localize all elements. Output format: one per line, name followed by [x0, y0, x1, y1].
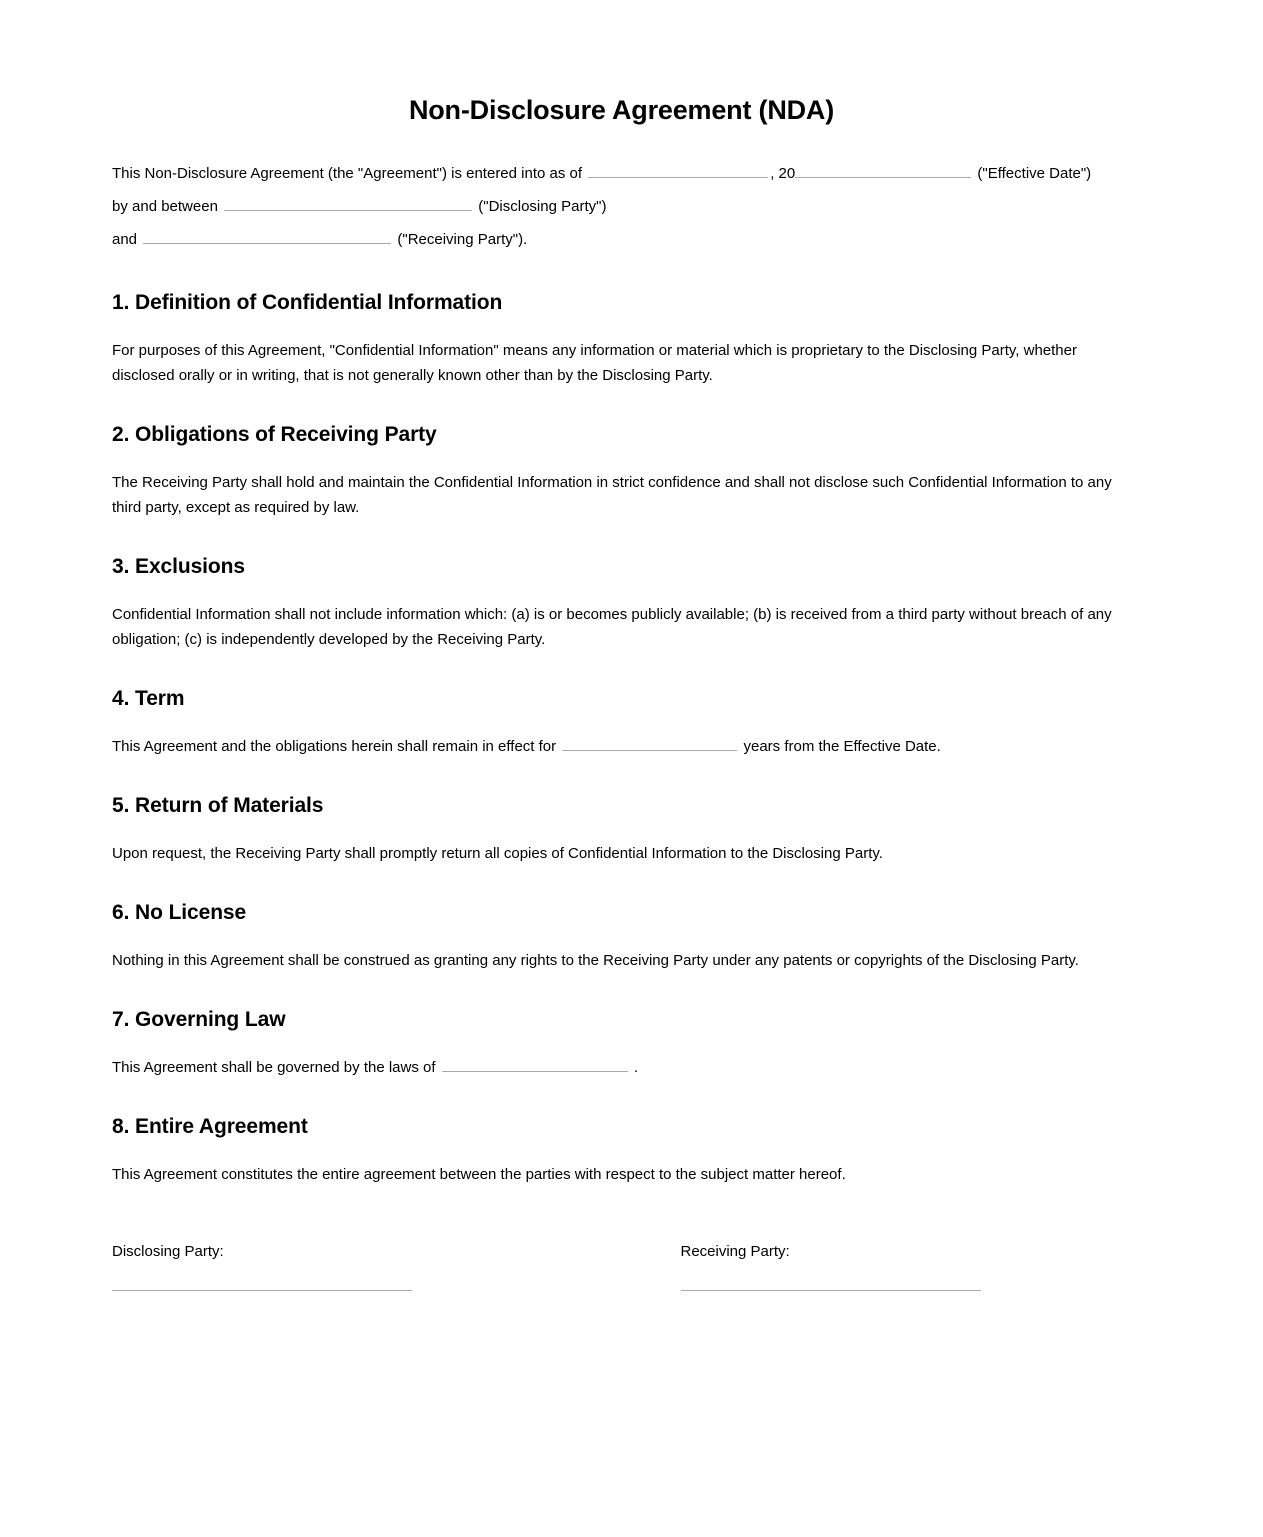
section-5-heading: 5. Return of Materials [112, 794, 324, 818]
intro-line-2-text-2: ("Disclosing Party") [478, 198, 607, 216]
section-5-body: Upon request, the Receiving Party shall promptly return all copies of Confidential Information to the Disclosing Party. [112, 845, 883, 863]
section-6-heading: 6. No License [112, 901, 247, 925]
section-7-body [112, 1055, 1131, 1080]
section-8-heading: 8. Entire Agreement [112, 1115, 308, 1139]
receiving-party-signature-label: Receiving Party: [680, 1243, 790, 1261]
intro-line-1-text-3: ("Effective Date") [977, 165, 1092, 183]
intro-line-2-text-1: by and between [112, 198, 218, 216]
section-2-body: The Receiving Party shall hold and maintain the Confidential Information in strict confidence and shall not disclose such Confidential Information to any third party, except as required by law. [112, 474, 1112, 517]
section-4-body [112, 734, 1131, 759]
governing-law-blank[interactable] [442, 1057, 628, 1072]
effective-year-blank[interactable] [795, 163, 971, 178]
section-2-heading: 2. Obligations of Receiving Party [112, 423, 437, 447]
section-7-body-text-1: This Agreement shall be governed by the laws of [112, 1059, 436, 1077]
section-6-body: Nothing in this Agreement shall be construed as granting any rights to the Receiving Party under any patents or copyrights of the Disclosing Party. [112, 952, 1079, 970]
section-1-heading: 1. Definition of Confidential Information [112, 291, 503, 315]
section-4 [112, 686, 1131, 759]
signature-column-receiving [622, 1239, 1132, 1291]
intro-line-2 [112, 190, 1131, 223]
section-3-heading: 3. Exclusions [112, 555, 245, 579]
section-7-body-text-2: . [633, 1059, 639, 1077]
section-8-body: This Agreement constitutes the entire agreement between the parties with respect to the subject matter hereof. [112, 1166, 846, 1184]
disclosing-party-signature-label: Disclosing Party: [112, 1243, 224, 1261]
section-5 [112, 793, 1131, 866]
section-4-body-text-2: years from the Effective Date. [743, 738, 941, 756]
disclosing-party-blank[interactable] [224, 196, 472, 211]
section-6 [112, 900, 1131, 973]
section-3-body: Confidential Information shall not include information which: (a) is or becomes publicly available; (b) is received from a third party without breach of any obligation; (c) is independently developed by the Receiving Party. [112, 606, 1112, 649]
intro-line-1 [112, 157, 1131, 190]
signature-column-disclosing [112, 1239, 622, 1291]
intro-line-1-text-1: This Non-Disclosure Agreement (the "Agreement") is entered into as of [112, 165, 583, 183]
section-3 [112, 554, 1131, 652]
disclosing-party-signature-line[interactable] [112, 1264, 412, 1291]
receiving-party-signature-line[interactable] [681, 1264, 981, 1291]
section-4-body-text-1: This Agreement and the obligations herein shall remain in effect for [112, 738, 557, 756]
term-years-blank[interactable] [562, 736, 737, 751]
section-8 [112, 1114, 1131, 1187]
signature-block [112, 1239, 1131, 1291]
intro-block [112, 157, 1131, 256]
receiving-party-blank[interactable] [143, 229, 391, 244]
section-4-heading: 4. Term [112, 687, 185, 711]
intro-line-3 [112, 223, 1131, 256]
section-7 [112, 1007, 1131, 1080]
section-2 [112, 422, 1131, 520]
section-1-body: For purposes of this Agreement, "Confidential Information" means any information or material which is proprietary to the Disclosing Party, whether disclosed orally or in writing, that is not generally known other than by the Disclosing Party. [112, 342, 1077, 385]
intro-line-1-text-2: , 20 [770, 165, 796, 183]
section-1 [112, 290, 1131, 388]
document-content [112, 0, 1131, 1291]
page-title: Non-Disclosure Agreement (NDA) [408, 95, 835, 125]
effective-date-blank[interactable] [588, 163, 768, 178]
section-7-heading: 7. Governing Law [112, 1008, 286, 1032]
intro-line-3-text-2: ("Receiving Party"). [397, 231, 528, 249]
intro-line-3-text-1: and [112, 231, 138, 249]
